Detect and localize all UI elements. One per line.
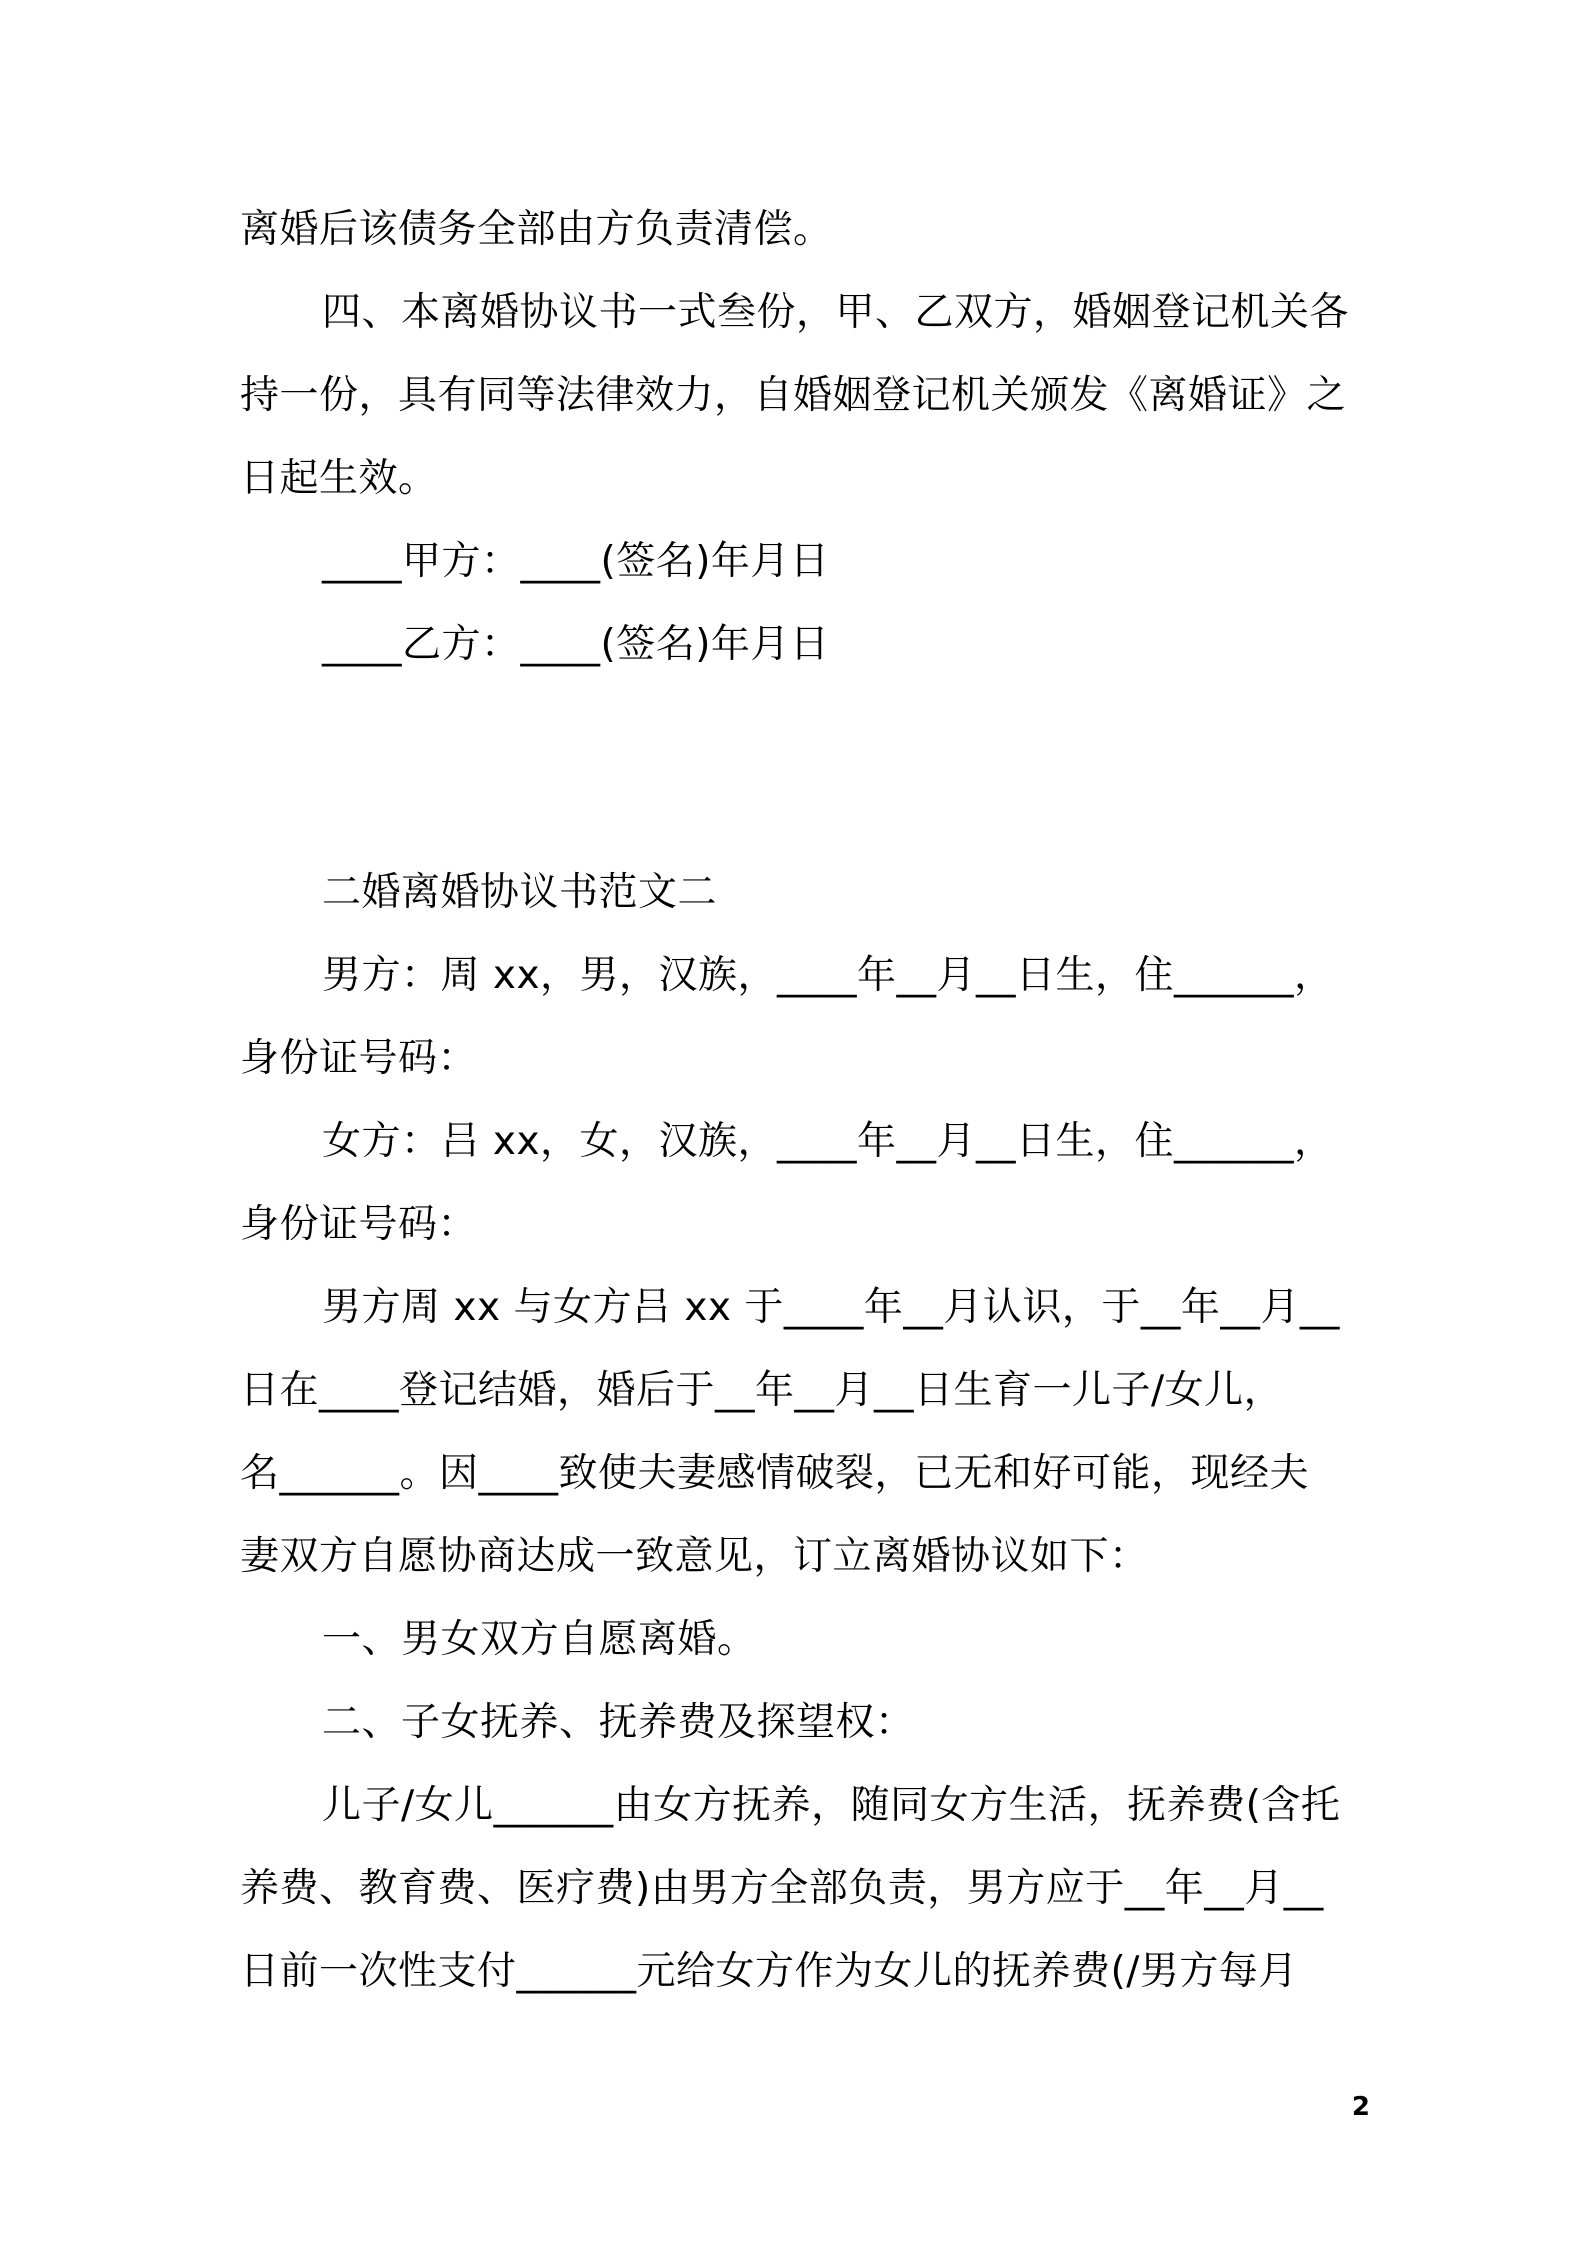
- signature-line: ____乙方：____(签名)年月日: [322, 622, 830, 667]
- text-line: 离婚后该债务全部由方负责清偿。: [240, 207, 833, 252]
- text-line: 日起生效。: [240, 456, 438, 501]
- text-line: 名______。因____致使夫妻感情破裂，已无和好可能，现经夫: [240, 1451, 1310, 1496]
- text-line: 四、本离婚协议书一式叁份，甲、乙双方，婚姻登记机关各: [322, 290, 1350, 335]
- text-line: 日前一次性支付______元给女方作为女儿的抚养费(/男方每月: [240, 1949, 1298, 1994]
- text-line: 身份证号码：: [240, 1202, 478, 1247]
- text-line: 二、子女抚养、抚养费及探望权：: [322, 1700, 915, 1745]
- text-line: 妻双方自愿协商达成一致意见，订立离婚协议如下：: [240, 1534, 1149, 1579]
- text-line: 女方：吕 xx，女，汉族，____年__月__日生，住______，: [322, 1119, 1334, 1164]
- text-line: 儿子/女儿______由女方抚养，随同女方生活，抚养费(含托: [322, 1783, 1341, 1828]
- text-line: 持一份，具有同等法律效力，自婚姻登记机关颁发《离婚证》之: [240, 373, 1347, 418]
- text-line: 身份证号码：: [240, 1036, 478, 1081]
- signature-line: ____甲方：____(签名)年月日: [322, 539, 830, 584]
- text-line: 养费、教育费、医疗费)由男方全部负责，男方应于__年__月__: [240, 1866, 1324, 1911]
- page-number: 2: [1351, 2092, 1370, 2122]
- text-line: 日在____登记结婚，婚后于__年__月__日生育一儿子/女儿，: [240, 1368, 1284, 1413]
- text-line: 男方：周 xx，男，汉族，____年__月__日生，住______，: [322, 953, 1334, 998]
- section-heading: 二婚离婚协议书范文二: [322, 870, 718, 915]
- text-line: 一、男女双方自愿离婚。: [322, 1617, 757, 1662]
- text-line: 男方周 xx 与女方吕 xx 于____年__月认识，于__年__月__: [322, 1285, 1340, 1330]
